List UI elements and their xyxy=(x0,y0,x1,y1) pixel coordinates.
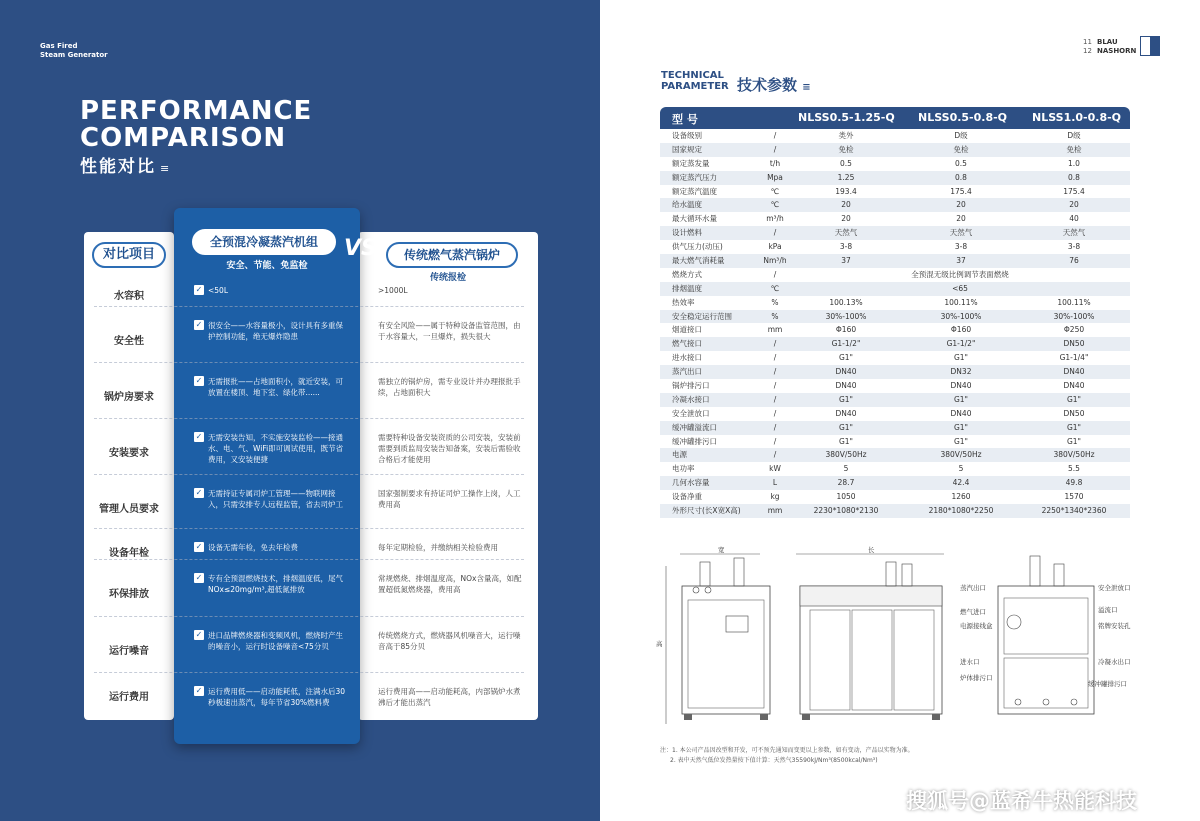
param-value-model1: G1-1/2" xyxy=(831,339,861,349)
table-row xyxy=(660,504,1130,518)
premix-value: 设备无需年检，免去年检费 xyxy=(208,543,298,552)
param-value-model1: 30%-100% xyxy=(825,311,867,321)
row-label: 设备年检 xyxy=(109,548,149,559)
table-row xyxy=(660,379,1130,393)
param-name: 额定蒸汽温度 xyxy=(672,186,717,196)
check-icon: ✓ xyxy=(195,320,203,329)
param-name: 额定蒸汽压力 xyxy=(672,172,717,182)
traditional-value: 需要特种设备安装资质的公司安装，安装前需要到质监局安装告知备案，安装后需验收合格后才能使用 xyxy=(378,433,521,464)
row-label: 安装要求 xyxy=(109,448,149,459)
param-value-model3: 49.8 xyxy=(1065,478,1083,488)
table-row xyxy=(660,310,1130,324)
param-name: 国家规定 xyxy=(672,144,702,154)
check-icon: ✓ xyxy=(195,376,203,385)
callout-gas-inlet: 燃气进口 xyxy=(960,608,986,616)
check-icon: ✓ xyxy=(195,686,203,695)
param-value-model2: 0.8 xyxy=(955,172,967,182)
param-value-model1: 1050 xyxy=(836,492,856,502)
param-value-model1: 0.5 xyxy=(840,158,852,168)
param-name: 热效率 xyxy=(672,297,695,307)
param-value-model1: 28.7 xyxy=(837,478,855,488)
table-row xyxy=(660,476,1130,490)
param-value-model3: 天然气 xyxy=(1062,228,1086,238)
param-value-model1: G1" xyxy=(838,394,854,404)
param-name: 冷凝水接口 xyxy=(672,394,710,404)
traditional-subheader: 传统报检 xyxy=(429,273,466,283)
param-unit: mm xyxy=(767,506,783,516)
param-value-model1: 37 xyxy=(841,256,851,266)
param-value-model2: DN40 xyxy=(950,408,972,418)
param-value-model2: 0.5 xyxy=(955,158,967,168)
param-value-model3: 1570 xyxy=(1064,492,1084,502)
traditional-value: 每年定期检验，并缴纳相关检验费用 xyxy=(378,543,498,552)
param-unit: / xyxy=(773,367,777,377)
premix-value: 很安全——水容量极小，设计具有多重保护控制功能，绝无爆炸隐患 xyxy=(208,321,343,341)
param-value-model2: 380V/50Hz xyxy=(940,450,982,460)
param-value-model2: 天然气 xyxy=(949,228,973,238)
param-value-model3: 2250*1340*2360 xyxy=(1041,506,1107,516)
check-icon: ✓ xyxy=(195,432,203,441)
param-unit: / xyxy=(773,131,777,140)
page-numbers: 11 12 xyxy=(1083,38,1092,55)
param-value-model2: 100.11% xyxy=(944,297,978,307)
row-label: 锅炉房要求 xyxy=(104,392,154,403)
traditional-value: >1000L xyxy=(378,286,408,295)
param-value-model2: G1-1/2" xyxy=(946,339,976,349)
param-value-model2: 37 xyxy=(956,256,966,266)
param-value-model1: 天然气 xyxy=(834,228,858,238)
table-row xyxy=(660,365,1130,379)
param-name: 给水温度 xyxy=(672,200,702,210)
premix-value: 无需报批——占地面积小，就近安装，可放置在楼顶、地下室、绿化带...... xyxy=(208,377,343,397)
table-row xyxy=(660,198,1130,212)
tech-title-cn: 技术参数 ≡ xyxy=(737,76,811,94)
param-value-model1: 1.25 xyxy=(837,172,855,182)
table-row xyxy=(660,323,1130,337)
param-name: 排烟温度 xyxy=(672,283,702,293)
param-value-model1: Φ160 xyxy=(835,325,857,335)
param-value-model1: 20 xyxy=(841,200,851,210)
param-name: 几何水容量 xyxy=(672,478,710,488)
param-value-model2: 175.4 xyxy=(950,186,972,196)
param-value-model3: 5.5 xyxy=(1068,464,1080,474)
param-name: 最大循环水量 xyxy=(672,214,717,224)
param-value-model3: 76 xyxy=(1069,256,1079,266)
param-value-model1: 3-8 xyxy=(839,242,853,252)
param-unit: ℃ xyxy=(770,200,780,210)
table-row xyxy=(660,490,1130,504)
param-unit: / xyxy=(773,269,777,279)
row-label: 水容积 xyxy=(114,291,144,302)
callout-blowdown: 炉体排污口 xyxy=(960,674,993,682)
height-label: 高 xyxy=(656,640,663,648)
param-unit: kPa xyxy=(768,242,782,252)
row-label: 环保排放 xyxy=(109,589,149,600)
side-view-diagram xyxy=(790,546,950,736)
row-divider xyxy=(94,672,524,673)
param-name: 电功率 xyxy=(672,464,695,474)
param-unit: / xyxy=(773,436,777,446)
table-row xyxy=(660,143,1130,157)
param-value-model2: G1" xyxy=(953,436,969,446)
param-value-model3: 0.8 xyxy=(1068,172,1080,182)
row-label: 运行费用 xyxy=(109,692,149,703)
param-value-model2: G1" xyxy=(953,422,969,432)
table-row xyxy=(660,351,1130,365)
table-row xyxy=(660,268,1130,282)
row-label: 运行噪音 xyxy=(109,646,149,657)
check-icon: ✓ xyxy=(195,542,203,551)
param-name: 外形尺寸(长X宽X高) xyxy=(672,506,741,516)
premix-header: 全预混冷凝蒸汽机组 xyxy=(192,229,336,255)
param-value-model3: G1" xyxy=(1066,394,1082,404)
width-label: 宽 xyxy=(718,546,725,554)
row-divider xyxy=(94,306,524,307)
table-row xyxy=(660,393,1130,407)
table-row xyxy=(660,337,1130,351)
param-name: 设备净重 xyxy=(672,492,702,502)
param-value-model3: 30%-100% xyxy=(1053,311,1095,321)
param-value-model1: 193.4 xyxy=(835,186,857,196)
performance-subtitle: 性能对比 ≡ xyxy=(80,157,172,177)
param-value-model3: 3-8 xyxy=(1067,242,1081,252)
check-icon: ✓ xyxy=(195,630,203,639)
performance-title: PERFORMANCE COMPARISON xyxy=(80,96,313,153)
param-name: 燃烧方式 xyxy=(672,269,702,279)
table-row xyxy=(660,226,1130,240)
param-value-model3: G1" xyxy=(1066,422,1082,432)
brand-name: BLAU NASHORN xyxy=(1097,38,1137,55)
premix-value: 进口品牌燃烧器和变频风机，燃烧时产生的噪音小，运行时设备噪音<75分贝 xyxy=(208,631,343,651)
footnote: 注：1. 本公司产品因改型和开发，可不预先通知而变更以上参数，如有变动，产品以实物为准。 2. 表中天然气低位发热量按下值计算：天然气35590kJ/Nm³(8500kcal/Nm³) xyxy=(660,747,914,764)
traditional-value: 需独立的锅炉房，需专业设计并办理报批手续，占地面积大 xyxy=(378,377,521,397)
param-value-model1: 免检 xyxy=(838,144,854,154)
param-unit: Nm³/h xyxy=(763,256,787,266)
param-value-model1: G1" xyxy=(838,436,854,446)
row-label: 安全性 xyxy=(114,336,144,347)
param-value-model2: 免检 xyxy=(953,144,969,154)
traditional-value: 常规燃烧、排烟温度高，NOx含量高，如配置超低氮燃烧器，费用高 xyxy=(378,574,522,594)
row-divider xyxy=(94,616,524,617)
param-unit: ℃ xyxy=(770,186,780,196)
param-name: 电源 xyxy=(672,450,687,460)
param-value-model1: 380V/50Hz xyxy=(825,450,867,460)
param-value-model3: DN50 xyxy=(1063,408,1085,418)
param-unit: / xyxy=(773,381,777,391)
callout-steam-outlet: 蒸汽出口 xyxy=(960,584,986,592)
param-unit: m³/h xyxy=(766,214,784,224)
param-unit: / xyxy=(773,339,777,349)
param-name: 安全泄放口 xyxy=(672,408,710,418)
row-divider xyxy=(94,418,524,419)
callout-condensate: 冷凝水出口 xyxy=(1098,658,1131,666)
param-value-model2: 30%-100% xyxy=(940,311,982,321)
callout-power-box: 电源接线盒 xyxy=(960,622,993,630)
param-value-model2: 1260 xyxy=(951,492,971,502)
table-row xyxy=(660,171,1130,185)
param-value-model3: 100.11% xyxy=(1057,297,1091,307)
length-label: 长 xyxy=(868,546,875,554)
param-value-model3: DN40 xyxy=(1063,367,1085,377)
table-row xyxy=(660,435,1130,449)
param-unit: / xyxy=(773,394,777,404)
param-name: 安全稳定运行范围 xyxy=(672,311,732,321)
param-value-model2: 3-8 xyxy=(954,242,968,252)
param-unit: / xyxy=(773,450,777,460)
param-value-model2: D级 xyxy=(954,131,968,140)
premix-subheader: 安全、节能、免监检 xyxy=(226,261,308,271)
param-value-model3: D级 xyxy=(1067,131,1081,140)
param-value-model2: 2180*1080*2250 xyxy=(928,506,994,516)
row-divider xyxy=(94,362,524,363)
param-unit: / xyxy=(773,408,777,418)
parameter-table xyxy=(660,107,1130,518)
param-name: 设备级别 xyxy=(672,131,702,140)
param-name: 燃气接口 xyxy=(672,339,702,349)
param-value-model1: 类外 xyxy=(838,131,854,140)
param-unit: t/h xyxy=(769,158,781,168)
row-divider xyxy=(94,528,524,529)
table-row xyxy=(660,129,1130,143)
table-row xyxy=(660,448,1130,462)
param-name: 供气压力(动压) xyxy=(672,242,723,252)
param-value-model2: 5 xyxy=(958,464,964,474)
table-body xyxy=(660,129,1130,518)
callout-safety-relief: 安全泄放口 xyxy=(1098,584,1131,592)
vs-label: VS xyxy=(344,236,377,261)
param-name: 锅炉排污口 xyxy=(672,381,710,391)
table-row xyxy=(660,240,1130,254)
param-value-model1: DN40 xyxy=(835,408,857,418)
callout-tank-blowdown: 缓冲罐排污口 xyxy=(1088,680,1127,688)
premix-value: 运行费用低——启动能耗低，注满水后30秒极速出蒸汽，每年节省30%燃料费 xyxy=(208,687,346,707)
param-name: 缓冲罐溢流口 xyxy=(672,422,717,432)
traditional-value: 运行费用高——启动能耗高，内部锅炉水煮沸后才能出蒸汽 xyxy=(378,687,521,707)
table-header: 型 号 NLSS0.5-1.25-Q NLSS0.5-0.8-Q NLSS1.0-0.8-Q xyxy=(660,107,1130,129)
param-unit: / xyxy=(773,144,777,154)
premix-value: 无需持证专属司炉工管理——物联网接入，只需安排专人远程监管，省去司炉工 xyxy=(208,489,343,509)
param-value-model3: 380V/50Hz xyxy=(1053,450,1095,460)
traditional-value: 传统燃烧方式，燃烧器风机噪音大，运行噪音高于85分贝 xyxy=(378,631,521,651)
param-value-model2: Φ160 xyxy=(950,325,972,335)
check-icon: ✓ xyxy=(195,285,203,294)
table-row xyxy=(660,421,1130,435)
traditional-value: 国家强制要求有持证司炉工操作上岗，人工费用高 xyxy=(378,489,521,509)
param-name: 设计燃料 xyxy=(672,228,702,238)
param-value-model2: 42.4 xyxy=(952,478,970,488)
front-view-diagram xyxy=(656,546,775,736)
param-value-model3: 40 xyxy=(1069,214,1079,224)
premix-value: <50L xyxy=(208,286,229,295)
param-name: 最大燃气消耗量 xyxy=(672,256,725,266)
premix-value: 专有全预混燃烧技术，排烟温度低，尾气NOx≤20mg/m³,超低氮排放 xyxy=(208,574,343,594)
param-value-model3: G1-1/4" xyxy=(1059,353,1089,363)
callout-water-inlet: 进水口 xyxy=(960,658,980,666)
callout-overflow: 溢流口 xyxy=(1098,606,1118,614)
table-row xyxy=(660,254,1130,268)
param-unit: / xyxy=(773,422,777,432)
param-value-model3: 免检 xyxy=(1066,144,1082,154)
param-unit: / xyxy=(773,228,777,238)
param-value-model1: 5 xyxy=(843,464,849,474)
param-value-model2: G1" xyxy=(953,353,969,363)
param-unit: % xyxy=(771,311,779,321)
items-header: 对比项目 xyxy=(92,242,166,268)
param-value-model1: 100.13% xyxy=(829,297,863,307)
param-unit: Mpa xyxy=(767,172,783,182)
param-unit: ℃ xyxy=(770,283,780,293)
traditional-value: 有安全风险——属于特种设备监管范围，由于水容量大，一旦爆炸，损失很大 xyxy=(378,321,521,341)
tech-title-en: TECHNICAL PARAMETER xyxy=(661,70,729,92)
brand-label: Gas Fired Steam Generator xyxy=(40,42,108,59)
param-value-model3: DN40 xyxy=(1063,381,1085,391)
param-merged-value: <65 xyxy=(952,283,968,293)
param-value-model1: 20 xyxy=(841,214,851,224)
param-value-model2: 20 xyxy=(956,200,966,210)
param-value-model3: DN50 xyxy=(1063,339,1085,349)
row-divider xyxy=(94,474,524,475)
param-value-model3: 20 xyxy=(1069,200,1079,210)
param-name: 缓冲罐排污口 xyxy=(672,436,717,446)
param-value-model2: DN40 xyxy=(950,381,972,391)
param-value-model3: Φ250 xyxy=(1063,325,1085,335)
param-value-model2: G1" xyxy=(953,394,969,404)
param-unit: / xyxy=(773,353,777,363)
param-value-model1: 2230*1080*2130 xyxy=(813,506,879,516)
param-value-model3: 1.0 xyxy=(1068,158,1080,168)
table-row xyxy=(660,296,1130,310)
param-value-model1: G1" xyxy=(838,353,854,363)
premix-value: 无需安装告知，不实施安装监检——接通水、电、气、WiFi即可调试使用，既节省费用，又安装便捷 xyxy=(208,433,344,464)
table-row xyxy=(660,212,1130,226)
param-merged-value: 全预混无级比例调节表面燃烧 xyxy=(911,269,1009,279)
table-row xyxy=(660,407,1130,421)
param-unit: kW xyxy=(769,464,781,474)
param-name: 进水接口 xyxy=(672,353,702,363)
callout-nameplate: 铭牌安装孔 xyxy=(1098,622,1131,630)
param-unit: mm xyxy=(767,325,783,335)
traditional-header: 传统燃气蒸汽锅炉 xyxy=(386,242,518,268)
param-value-model2: DN32 xyxy=(950,367,972,377)
param-unit: L xyxy=(772,478,778,488)
param-unit: % xyxy=(771,297,779,307)
check-icon: ✓ xyxy=(195,573,203,582)
param-name: 蒸汽出口 xyxy=(672,367,702,377)
param-name: 烟道接口 xyxy=(672,325,702,335)
param-value-model2: 20 xyxy=(956,214,966,224)
table-row xyxy=(660,462,1130,476)
rear-view-diagram xyxy=(958,546,1138,736)
param-value-model1: DN40 xyxy=(835,367,857,377)
watermark: 搜狐号@蓝希牛热能科技 xyxy=(906,789,1137,813)
table-row xyxy=(660,282,1130,296)
param-value-model3: G1" xyxy=(1066,436,1082,446)
brand-logo-icon xyxy=(1140,36,1160,56)
param-name: 额定蒸发量 xyxy=(672,158,710,168)
row-label: 管理人员要求 xyxy=(99,504,159,515)
param-value-model1: G1" xyxy=(838,422,854,432)
param-unit: kg xyxy=(770,492,780,502)
param-value-model3: 175.4 xyxy=(1063,186,1085,196)
table-row xyxy=(660,157,1130,171)
row-divider xyxy=(94,559,524,560)
check-icon: ✓ xyxy=(195,488,203,497)
param-value-model1: DN40 xyxy=(835,381,857,391)
table-row xyxy=(660,185,1130,199)
